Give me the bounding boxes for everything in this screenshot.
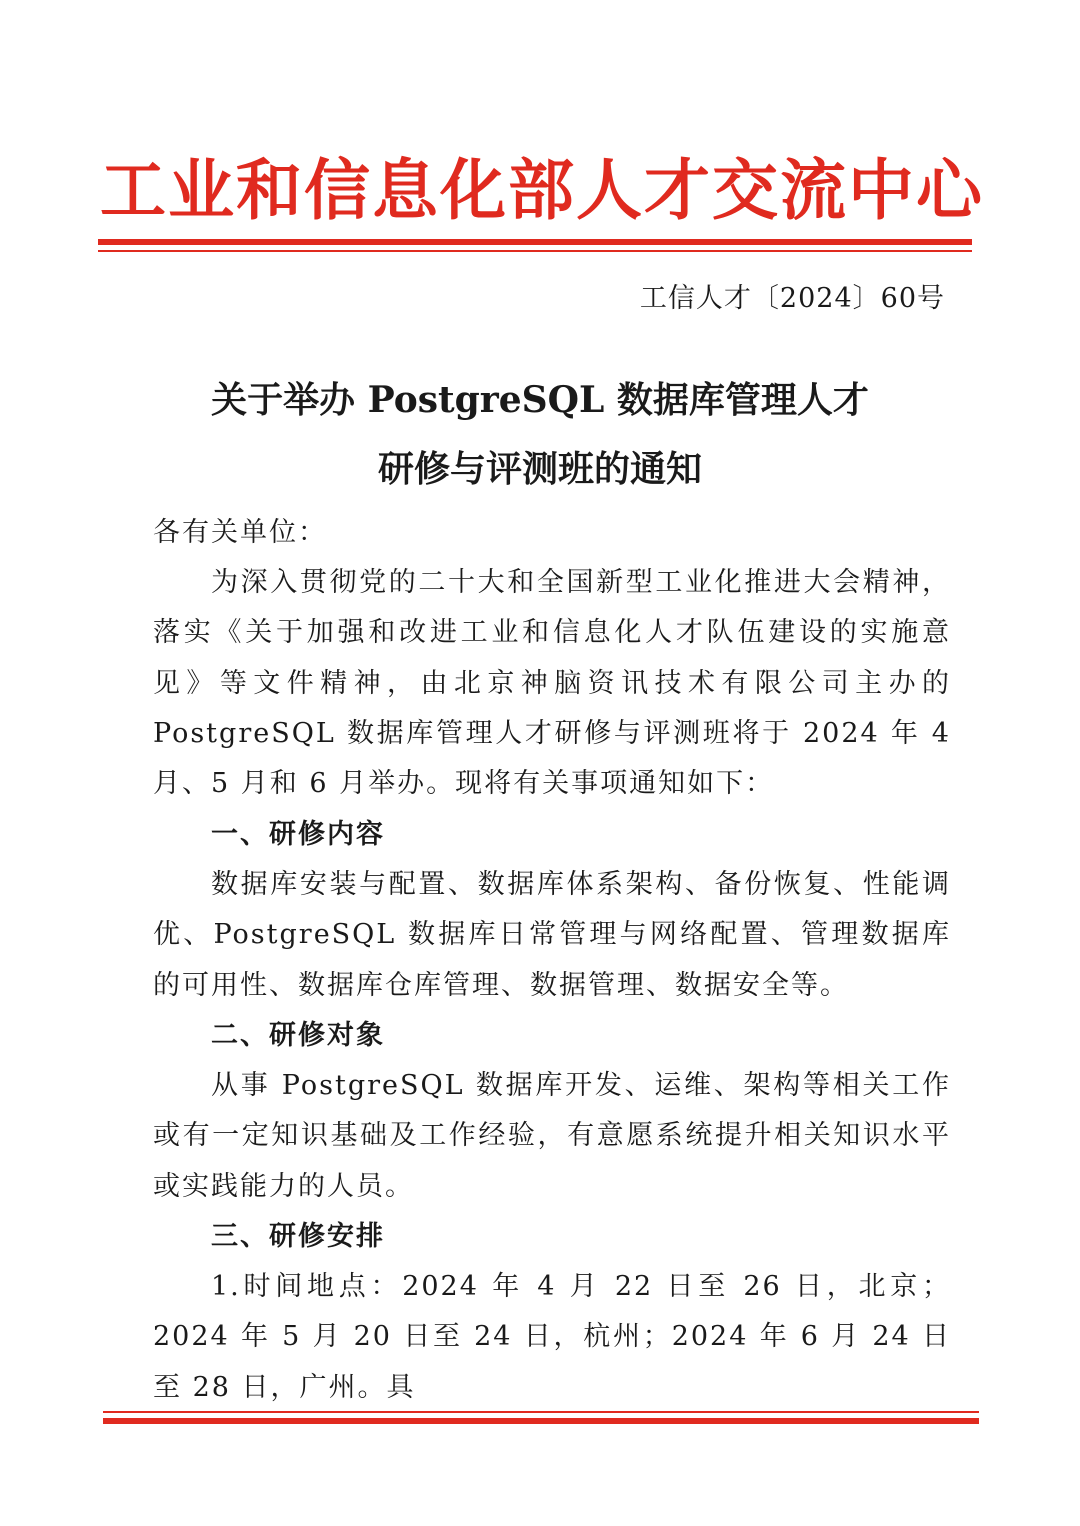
- section-heading-content: 一、研修内容: [211, 819, 385, 850]
- section-heading-arrangement: 三、研修安排: [211, 1221, 385, 1252]
- footer-rule-thin: [103, 1411, 979, 1413]
- section-text-audience: 从事 PostgreSQL 数据库开发、运维、架构等相关工作或有一定知识基础及工作经验，有意愿系统提升相关知识水平或实践能力的人员。: [153, 1070, 951, 1202]
- salutation: 各有关单位：: [153, 517, 327, 548]
- notice-title-line1: 关于举办 PostgreSQL 数据库管理人才: [211, 379, 869, 421]
- section-text-arrangement: 1.时间地点：2024 年 4 月 22 日至 26 日，北京；2024 年 5 月 20 日至 24 日，杭州；2024 年 6 月 24 日至 28 日，广州。具: [153, 1271, 951, 1403]
- notice-title-line2: 研修与评测班的通知: [377, 448, 702, 490]
- document-number: 工信人才〔2024〕60号: [639, 283, 945, 314]
- section-text-content: 数据库安装与配置、数据库体系架构、备份恢复、性能调优、PostgreSQL 数据库日常管理与网络配置、管理数据库的可用性、数据库仓库管理、数据管理、数据安全等。: [153, 869, 951, 1001]
- header-rule-thin: [98, 250, 972, 252]
- header-rule-thick: [98, 239, 972, 245]
- intro-paragraph: 为深入贯彻党的二十大和全国新型工业化推进大会精神，落实《关于加强和改进工业和信息化人才队伍建设的实施意见》等文件精神，由北京神脑资讯技术有限公司主办的 PostgreSQL 数据库管理人才研修与评测班将于 2024 年 4 月、5 月和 6 月举办。现将有关事项通知如下：: [153, 567, 951, 800]
- section-heading-audience: 二、研修对象: [211, 1020, 385, 1051]
- footer-rule-thick: [103, 1418, 979, 1424]
- organization-header: 工业和信息化部人才交流中心: [100, 151, 984, 229]
